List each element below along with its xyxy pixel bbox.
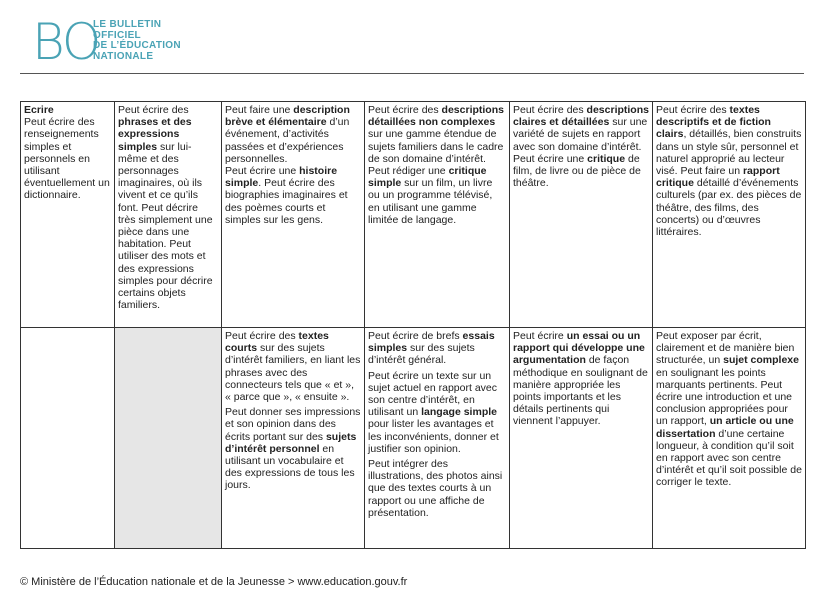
cell-text: Peut écrire des renseignements simples et personnels en utilisant éventuellement un dictionnaire. [24, 116, 110, 202]
table-row [21, 102, 806, 328]
cell-paragraph [513, 153, 649, 190]
table-cell [653, 102, 806, 328]
cell-text: détaillé d’événements culturels (par ex. des pièces de théâtre, des films, des concerts) ou d’œuvres littéraires. [656, 177, 802, 239]
cell-paragraph [368, 458, 506, 519]
cell-text: Peut écrire une [225, 165, 300, 178]
logo-mark: BO [32, 13, 100, 71]
cell-paragraph [513, 104, 649, 153]
cell-text: de façon méthodique en soulignant de manière appropriée les points importants et les détails pertinents qui viennent l’appuyer. [513, 354, 648, 428]
cell-text: Peut écrire des [118, 104, 189, 116]
table-cell [510, 328, 653, 549]
table-cell [222, 328, 365, 549]
logo-line: DE L’ÉDUCATION [93, 40, 181, 51]
cell-text: sur des sujets d’intérêt général. [368, 342, 475, 367]
table-row [21, 328, 806, 549]
cell-text: d’un événement, d’activités passées et d’expériences personnelles. [225, 116, 350, 165]
cell-text: , détaillés, bien construits dans un style sûr, personnel et naturel approprié au lecteur visé. Peut faire un [656, 128, 802, 178]
cell-text: Peut écrire des [368, 104, 442, 116]
row-heading: Ecrire [24, 104, 54, 116]
cell-emphasis: rapport critique [656, 165, 780, 190]
cell-text: sur une variété de sujets en rapport avec son domaine d’intérêt. [513, 116, 648, 153]
table-cell [365, 328, 510, 549]
cell-text: . Peut écrire des biographies imaginaires et des poèmes courts et simples sur les gens. [225, 177, 348, 226]
cell-text: en utilisant un vocabulaire et des expressions de tous les jours. [225, 442, 355, 492]
table-cell-ecrire [21, 102, 115, 328]
cell-text: Peut écrire une [513, 152, 588, 165]
logo-line: NATIONALE [93, 50, 154, 62]
cell-text: sur lui-même et des personnages imaginaires, où ils vivent et ce qu’ils font. Peut décrire très simplement une pièce dans une habitation. Peut utiliser des mots et des expressions simples pour décrire certains objets familiers. [118, 140, 213, 312]
table-cell [510, 102, 653, 328]
cell-paragraph [656, 104, 802, 238]
logo-text [93, 20, 181, 62]
cell-text: sur une gamme étendue de sujets familiers dans le cadre de son domaine d’intérêt. Peut rédiger une [368, 128, 504, 178]
cell-emphasis: phrases et des expressions simples [118, 116, 192, 153]
cell-emphasis: langage simple [421, 406, 497, 419]
footer-copyright: © Ministère de l’Éducation nationale et de la Jeunesse > www.education.gouv.fr [20, 576, 408, 588]
cell-emphasis: description brève et élémentaire [225, 104, 350, 129]
cell-text: Peut donner ses impressions et son opinion dans des écrits portant sur des [225, 406, 361, 443]
cell-paragraph [225, 104, 361, 165]
table-cell [115, 102, 222, 328]
table-cell [222, 102, 365, 328]
cell-text: d’une certaine longueur, à condition qu’il soit en rapport avec son centre d’intérêt et qu’il soit possible de corriger le texte. [656, 427, 802, 489]
logo-line: LE BULLETIN [93, 19, 162, 30]
cell-emphasis: textes courts [225, 330, 329, 355]
cell-paragraph [368, 330, 506, 367]
cell-text: Peut intégrer des illustrations, des photos ainsi que des textes courts à un rapport ou une affiche de présentation. [368, 458, 503, 519]
table-cell [653, 328, 806, 549]
cell-emphasis: descriptions claires et détaillées [513, 104, 649, 129]
logo-line: OFFICIEL [93, 29, 141, 41]
cell-emphasis: histoire simple [225, 165, 338, 190]
cell-paragraph [513, 330, 649, 428]
cell-text: en soulignant les points marquants pertinents. Peut écrire une introduction et une conclusion appropriées pour un rapport, [656, 366, 793, 428]
cell-emphasis: sujet complexe [723, 354, 799, 367]
cell-text: sur des sujets d’intérêt familiers, en liant les phrases avec des connecteurs tels que « et », « parce que », « ensuite ». [225, 342, 361, 404]
header-divider [20, 73, 804, 74]
table-cell-empty [21, 328, 115, 549]
table-cell-shaded [115, 328, 222, 549]
cell-text: Peut écrire des [225, 330, 299, 342]
cell-paragraph [225, 165, 361, 226]
cell-paragraph [225, 330, 361, 403]
cell-emphasis: un essai ou un rapport qui développe une argumentation [513, 330, 645, 367]
cell-text: Peut écrire des [513, 104, 587, 116]
writing-competence-table [20, 101, 806, 549]
cell-emphasis: critique [587, 152, 626, 165]
cell-emphasis: critique simple [368, 165, 487, 190]
cell-text: Peut exposer par écrit, clairement et de manière bien structurée, un [656, 330, 795, 367]
cell-paragraph [656, 330, 802, 489]
cell-text: Peut faire une [225, 104, 294, 116]
cell-text: Peut écrire [513, 330, 567, 342]
cell-text: Peut écrire de brefs [368, 330, 463, 342]
bulletin-officiel-logo [32, 13, 232, 71]
cell-text: pour lister les avantages et les inconvénients, donner et justifier son opinion. [368, 418, 499, 455]
cell-paragraph [368, 370, 506, 455]
cell-paragraph [225, 406, 361, 491]
cell-emphasis: un article ou une dissertation [656, 415, 794, 440]
cell-text: de film, de livre ou de pièce de théâtre. [513, 152, 641, 190]
cell-text: Peut écrire des [656, 104, 730, 116]
cell-emphasis: essais simples [368, 330, 495, 355]
cell-emphasis: descriptions détaillées non complexes [368, 104, 504, 129]
cell-text: sur un film, un livre ou un programme télévisé, en utilisant une gamme limitée de langage. [368, 177, 493, 226]
cell-emphasis: sujets d’intérêt personnel [225, 430, 357, 455]
cell-paragraph [368, 104, 506, 226]
cell-text: Peut écrire un texte sur un sujet actuel en rapport avec son centre d’intérêt, en utilisant un [368, 369, 497, 419]
cell-emphasis: textes descriptifs et de fiction clairs [656, 104, 771, 141]
table-cell [365, 102, 510, 328]
cell-paragraph [118, 104, 218, 311]
